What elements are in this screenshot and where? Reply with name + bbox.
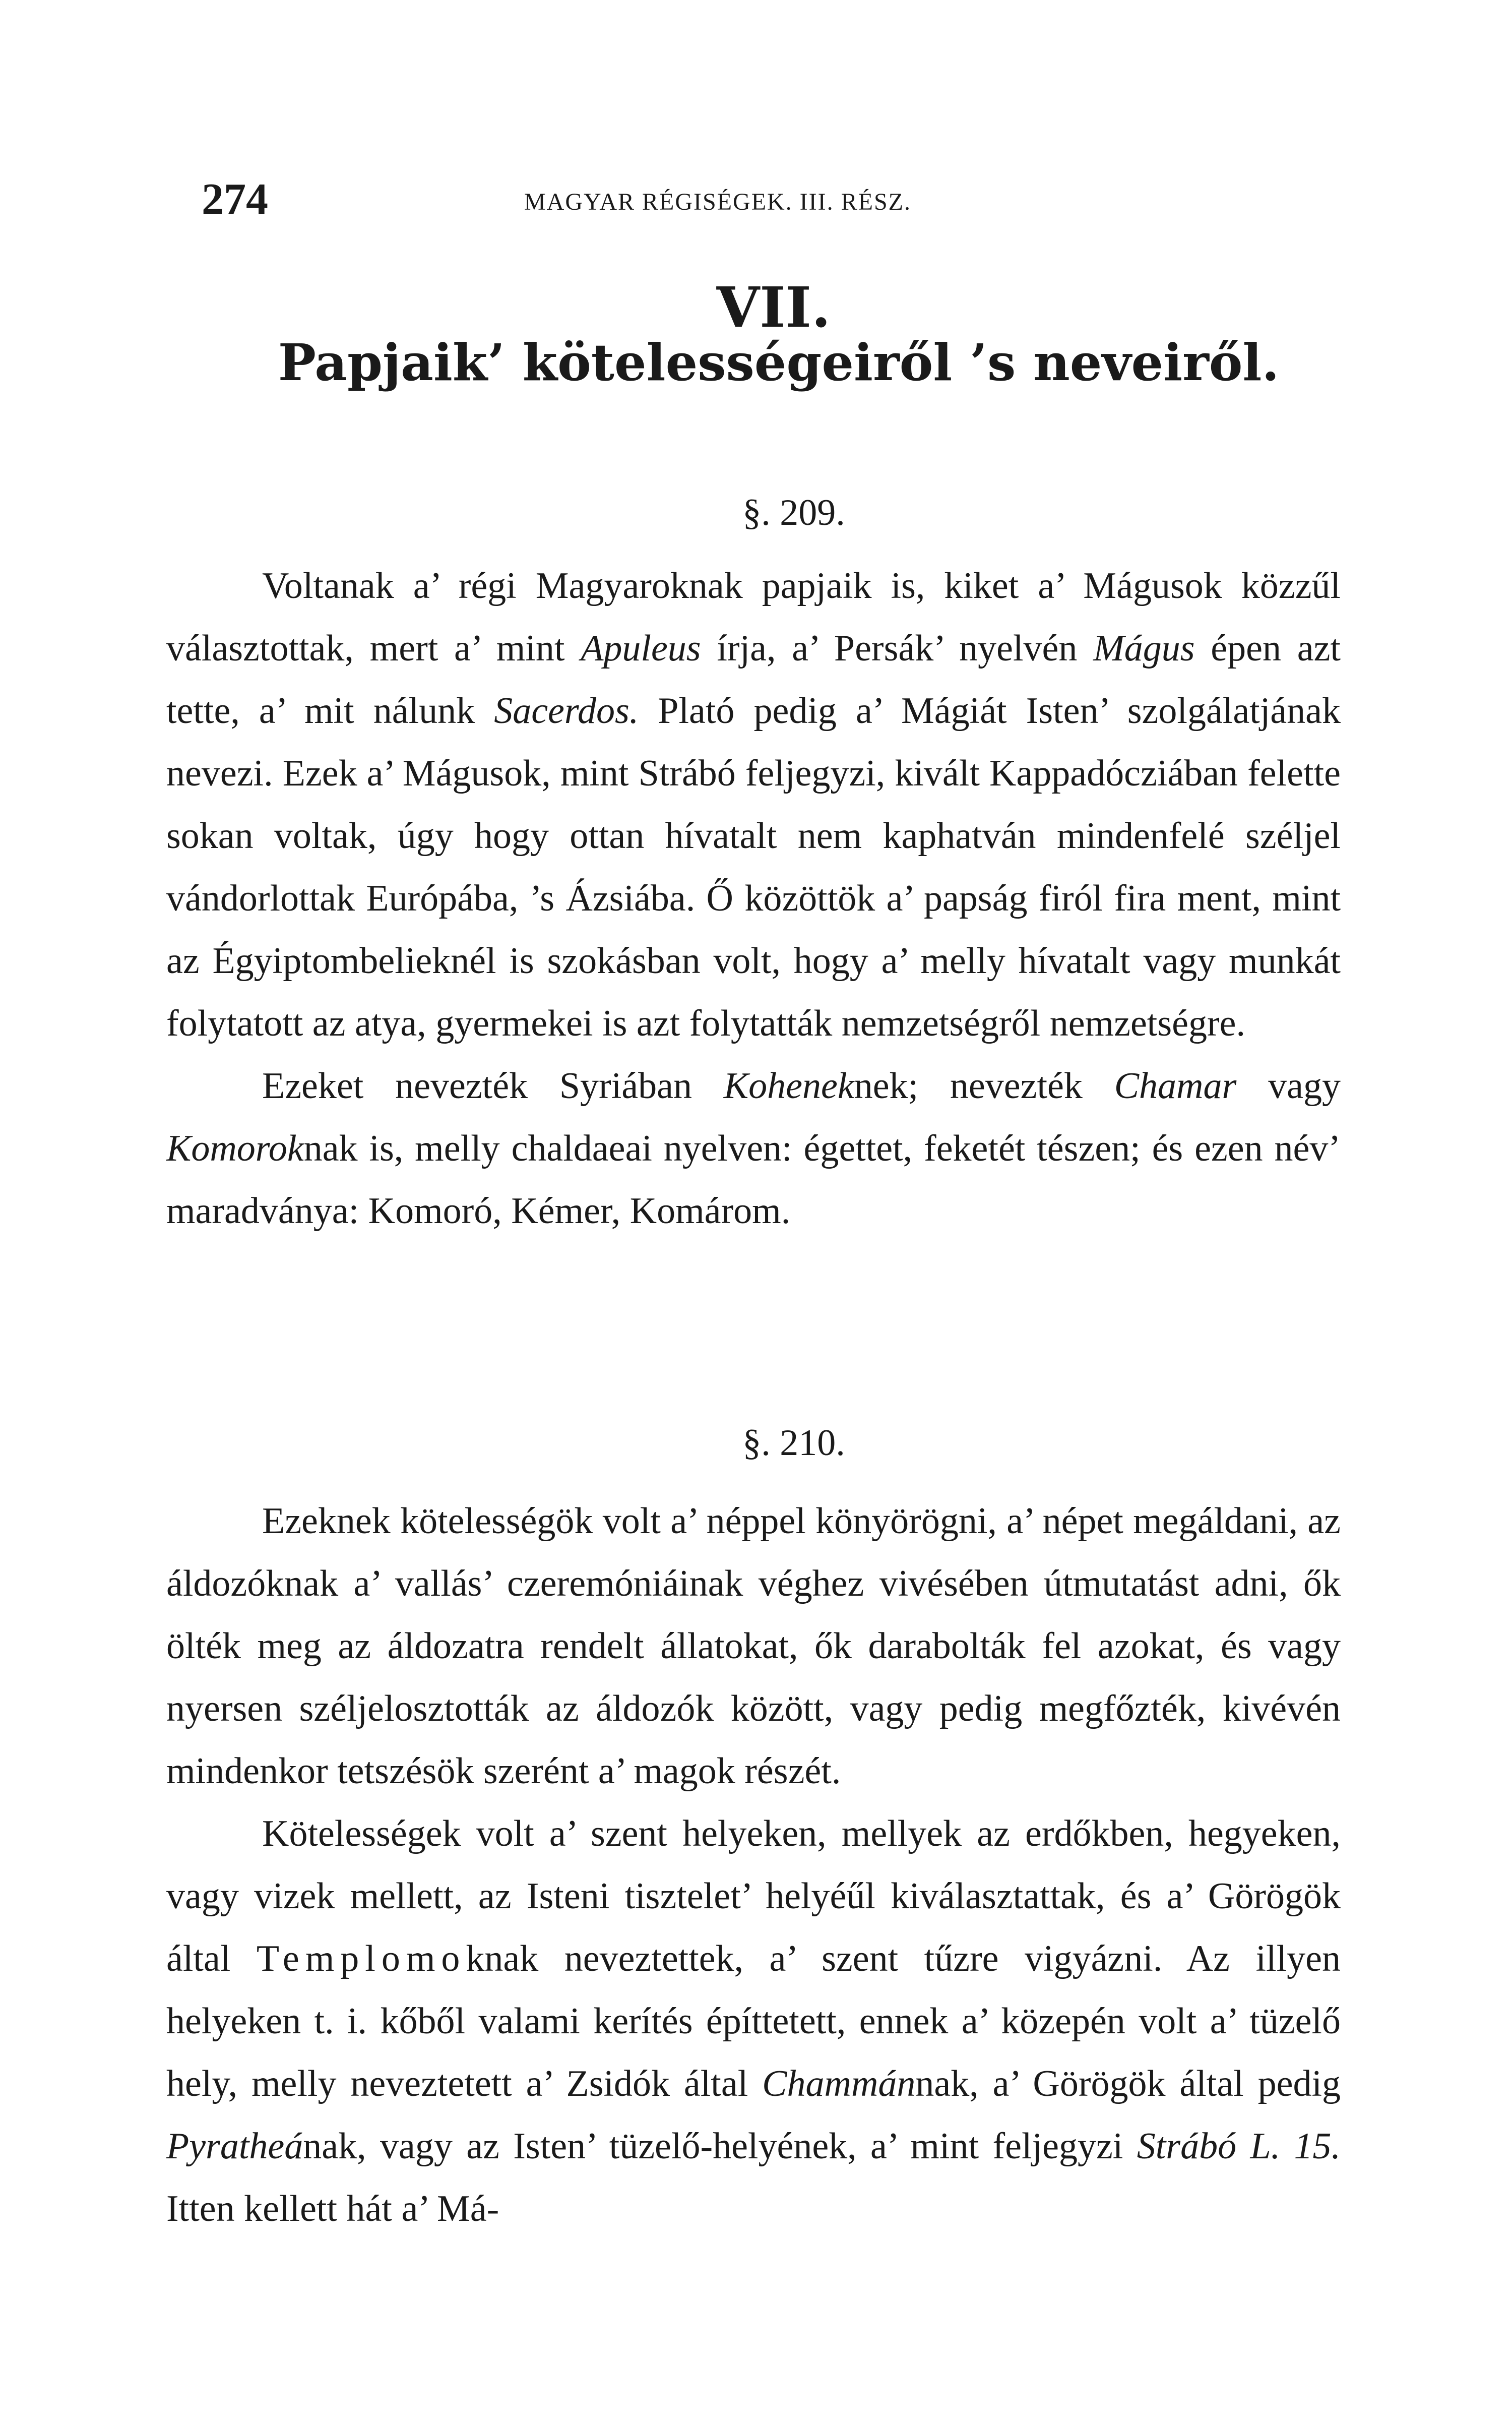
section-heading-210: §. 210. (742, 1422, 845, 1464)
text-run: Itten kellett hát a’ Má- (166, 2188, 499, 2229)
chapter-title: Papjaik’ kötelességeiről ’s neveiről. (278, 333, 1280, 392)
section-heading-209: §. 209. (742, 492, 845, 533)
running-head: MAGYAR RÉGISÉGEK. III. RÉSZ. (524, 189, 911, 215)
text-run: nek; nevezték (854, 1065, 1114, 1107)
paragraph (166, 555, 1341, 1055)
italic-run: Apuleus (581, 628, 701, 669)
page-header (202, 174, 1336, 229)
text-run: nak, a’ Görögök által pedig (915, 2063, 1341, 2104)
text-run: Ezeket nevezték Syriában (262, 1065, 724, 1107)
paragraph (166, 1055, 1341, 1242)
text-run: knak neveztettek, a’ szent tűzre vigyázni. Az illyen helyeken t. i. kőből valami kerítés építtetett, ennek a’ közepén volt a’ tüzelő hely, melly neveztetett a’ Zsidók által (166, 1938, 1341, 2104)
paragraph (166, 1802, 1341, 2240)
italic-run: Chammán (762, 2063, 916, 2104)
chapter-number: VII. (716, 275, 831, 340)
text-run: nak, vagy az Isten’ tüzelő-helyének, a’ mint feljegyzi (303, 2126, 1137, 2167)
text-run: nak is, melly chaldaeai nyelven: égettet, feketét tészen; és ezen név’ maradványa: Komoró, Kémer, Komárom. (166, 1128, 1341, 1232)
italic-run: Chamar (1114, 1065, 1237, 1107)
text-run: Kötelességek volt a’ szent helyeken, mellyek az erdőkben, hegyeken, vagy vizek mellett, az Isteni tisztelet’ helyéűl kiválasztattak, és a’ Görögök által (166, 1813, 1341, 1979)
section-210-text (166, 1490, 1341, 2240)
italic-run: Pyratheá (166, 2126, 303, 2167)
section-209-text (166, 555, 1341, 1242)
text-run: írja, a’ Persák’ nyelvén (701, 628, 1094, 669)
italic-run: Kohenek (723, 1065, 854, 1107)
text-run: vagy (1236, 1065, 1341, 1107)
text-run: Voltanak a’ régi Magyaroknak papjaik is, kiket a’ Mágusok közzűl választottak, mert a’ mint (166, 565, 1341, 669)
italic-run: Komorok (166, 1128, 304, 1169)
page-number: 274 (202, 175, 268, 224)
italic-run: Mágus (1093, 628, 1195, 669)
text-run: Plató pedig a’ Mágiát Isten’ szolgálatjának nevezi. Ezek a’ Mágusok, mint Strábó feljegyzi, kivált Kappadócziában felette sokan voltak, úgy hogy ottan hívatalt nem kaphatván mindenfelé széljel vándorlottak Európába, ’s Ázsiába. Ő közöttök a’ papság firól fira ment, mint az Égyiptombelieknél is szokásban volt, hogy a’ melly hívatalt vagy munkát folytatott az atya, gyermekei is azt folytatták nemzetségről nemzetségre. (166, 690, 1341, 1044)
italic-run: Strábó L. 15. (1137, 2126, 1341, 2167)
text-run: épen azt tette, a’ mit nálunk (166, 628, 1341, 732)
italic-run: Sacerdos. (494, 690, 639, 732)
paragraph: Ezeknek kötelességök volt a’ néppel könyörögni, a’ népet megáldani, az áldozóknak a’ vallás’ czeremóniáinak véghez vivésében útmutatást adni, ők ölték meg az áldozatra rendelt állatokat, ők darabolták fel azokat, és vagy nyersen széljelosztották az áldozók között, vagy pedig megfőzték, kivévén mindenkor tetszésök szerént a’ magok részét. (166, 1500, 1341, 1792)
spaced-run: Templomo (256, 1938, 466, 1979)
